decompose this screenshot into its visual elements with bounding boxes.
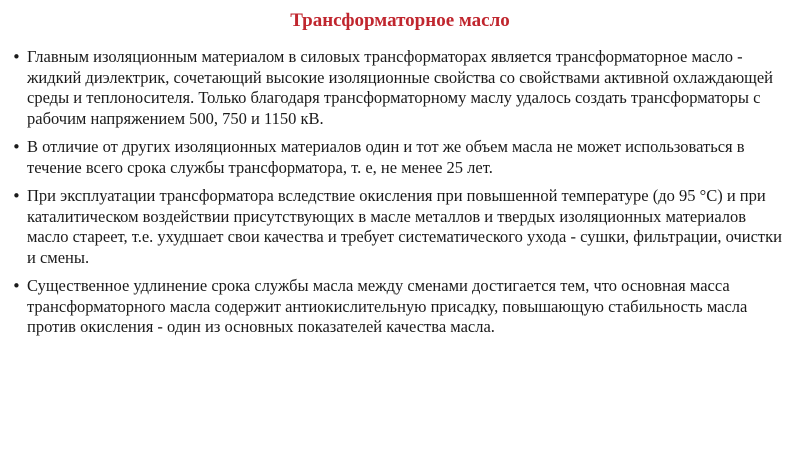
- bullet-item: [12, 137, 782, 178]
- bullet-icon: •: [12, 138, 21, 156]
- bullet-text: При эксплуатации трансформатора вследствие окисления при повышенной температуре (до 95 °С) и при каталитическом воздействии присутствующих в масле металлов и твердых изоляционных материалов масло стареет, т.е. ухудшает свои качества и требует систематического ухода - сушки, фильтрации, очистки и смены.: [27, 186, 782, 267]
- bullet-item: [12, 47, 782, 129]
- bullet-text: В отличие от других изоляционных материалов один и тот же объем масла не может использоваться в течение всего срока службы трансформатора, т. е, не менее 25 лет.: [27, 137, 745, 177]
- bullet-icon: •: [12, 277, 21, 295]
- bullet-list: [12, 47, 782, 346]
- bullet-text: Главным изоляционным материалом в силовых трансформаторах является трансформаторное масло - жидкий диэлектрик, сочетающий высокие изоляционные свойства со свойствами активной охлаждающей среды и теплоносителя. Только благодаря трансформаторному маслу удалось создать трансформаторы с рабочим напряжением 500, 750 и 1150 кВ.: [27, 47, 774, 128]
- bullet-icon: •: [12, 187, 21, 205]
- bullet-icon: •: [12, 48, 21, 66]
- bullet-text: Существенное удлинение срока службы масла между сменами достигается тем, что основная масса трансформаторного масла содержит антиокислительную присадку, повышающую стабильность масла против окисления - один из основных показателей качества масла.: [27, 276, 748, 336]
- bullet-item: [12, 186, 782, 268]
- bullet-item: [12, 276, 782, 338]
- slide-title: Трансформаторное масло: [290, 10, 510, 31]
